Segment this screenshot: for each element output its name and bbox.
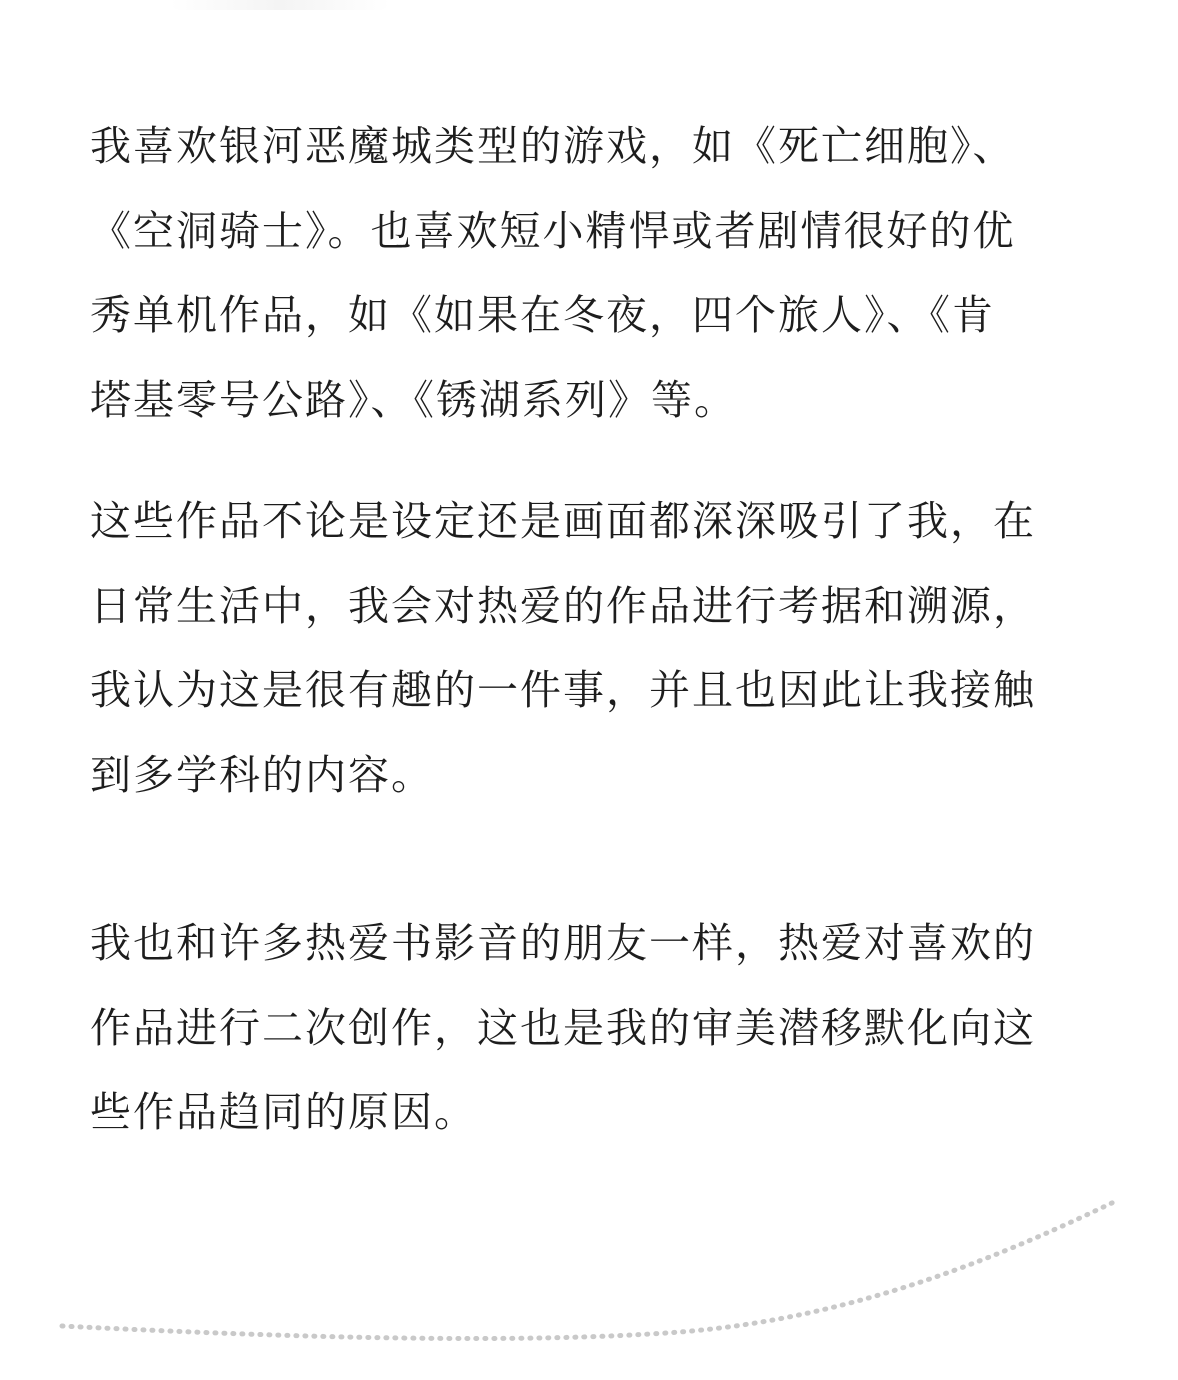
- paragraph-line: 秀单机作品，如《如果在冬夜，四个旅人》、《肯: [90, 291, 995, 339]
- top-fade-decoration: [170, 0, 390, 10]
- article-content: [90, 104, 1090, 1155]
- paragraph-line: 作品进行二次创作，这也是我的审美潜移默化向这: [90, 1003, 1036, 1052]
- paragraph-line: 塔基零号公路》、《锈湖系列》等。: [90, 375, 737, 424]
- paragraph-line: 我喜欢银河恶魔城类型的游戏，如《死亡细胞》、: [90, 122, 1016, 170]
- paragraph-games: [90, 104, 1090, 442]
- paragraph-line: 《空洞骑士》。也喜欢短小精悍或者剧情很好的优: [90, 206, 1016, 255]
- paragraph-line: 我也和许多热爱书影音的朋友一样，热爱对喜欢的: [90, 919, 1036, 967]
- paragraph-line: 我认为这是很有趣的一件事，并且也因此让我接触: [90, 666, 1036, 714]
- dotted-arc-path: [62, 1200, 1118, 1339]
- paragraph-line: 些作品趋同的原因。: [90, 1088, 477, 1136]
- paragraph-research: [90, 479, 1090, 817]
- paragraph-creation: [90, 901, 1090, 1155]
- paragraph-line: 到多学科的内容。: [90, 750, 434, 799]
- paragraph-line: 日常生活中，我会对热爱的作品进行考据和溯源，: [90, 581, 1036, 630]
- paragraph-line: 这些作品不论是设定还是画面都深深吸引了我，在: [90, 497, 1036, 545]
- dotted-arc-decoration: [0, 1180, 1178, 1380]
